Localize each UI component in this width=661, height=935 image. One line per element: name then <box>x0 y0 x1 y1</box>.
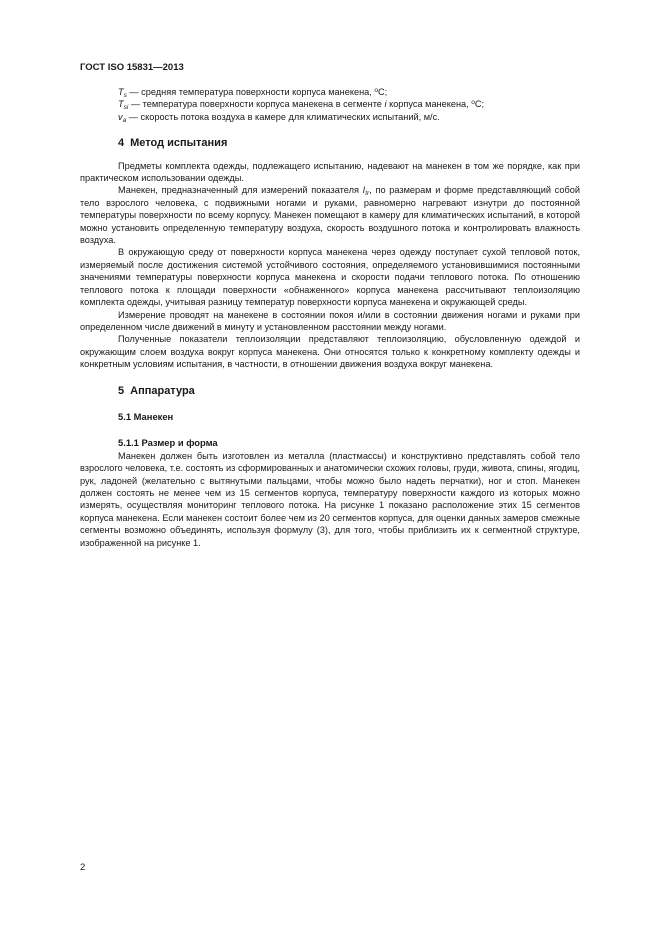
definition-tsi <box>80 98 580 110</box>
section-number: 5 <box>118 384 125 397</box>
symbol: v <box>118 111 123 122</box>
paragraph: Измерение проводят на манекене в состоянии покоя и/или в состоянии движения ногами и руками при определенном числе движений в минуту и установленном расстоянии между ногами. <box>80 309 580 332</box>
definition-text-continued: корпуса манекена, <box>386 99 472 110</box>
unit: С; <box>474 99 485 110</box>
symbol: T <box>118 87 124 97</box>
subsection-5-1-heading: 5.1 Манекен <box>118 410 174 422</box>
paragraph: Полученные показатели теплоизоляции представляют теплоизоляцию, обусловленную одеждой и окружающим слоем воздуха вокруг корпуса манекена. Они относятся только к конкретному комплекту одежды и конкретным условиям испытания, в частности, в отношении движения воздуха вокруг манекена. <box>80 334 580 370</box>
section-title: Аппаратура <box>130 384 195 397</box>
page-number: 2 <box>80 862 86 873</box>
degree-sign: o <box>471 99 475 107</box>
definition-text: — скорость потока воздуха в камере для климатических испытаний, м/с. <box>126 111 440 122</box>
symbol-subscript: tr <box>365 190 370 198</box>
italic-index: i <box>384 99 387 110</box>
paragraph-text: Манекен, предназначенный для измерений показателя <box>118 185 363 196</box>
paragraph-text: , по размерам и форме представляющий собой тело взрослого человека, с подвижными ногами и руками, равномерно нагревают изнутри до постоянной температуры поверхности по всему корпусу. Манекен помещают в камеру для климатических испытаний, в которой можно установить определенную температуру воздуха, скорость воздушного потока и контролировать влажность воздуха. <box>80 185 580 246</box>
unit: С; <box>377 87 388 97</box>
subsection-5-1-1-heading: 5.1.1 Размер и форма <box>118 437 218 449</box>
section-5-heading <box>80 385 580 397</box>
definition-text: — температура поверхности корпуса манекена в сегменте <box>128 99 385 110</box>
paragraph: В окружающую среду от поверхности корпуса манекена через одежду поступает сухой тепловой поток, измеряемый после достижения системой устойчивого состояния, определяемого установившимися постоянными значениями температуры поверхности корпуса манекена и скорости подачи теплового потока. По отношению теплового потока к площади поверхности «обнаженного» корпуса манекена рассчитывают теплоизоляцию комплекта одежды, учитывая разницу температур поверхности корпуса манекена и окружающей среды. <box>80 247 580 308</box>
paragraph <box>80 184 580 246</box>
paragraph: Манекен должен быть изготовлен из металла (пластмассы) и конструктивно представлять собой тело взрослого человека, т.е. состоять из сформированных и анатомически схожих головы, груди, живота, спины, ягодиц, рук, ладоней (желательно с вытянутыми пальцами, чтобы можно было надеть перчатки), ног и стоп. Манекен должен состоять не менее чем из 15 сегментов корпуса, температуру поверхности каждого из которых можно измерять, осуществляя мониторинг теплового потока. На рисунке 1 показано расположение этих 15 сегментов корпуса манекена. Если манекен состоит более чем из 20 сегментов корпуса, для оценки данных замеров смежные сегменты возможно объединять, используя формулу (3), для того, чтобы приблизить их к сегментной структуре, изображенной на рисунке 1. <box>80 450 580 548</box>
definition-va <box>80 111 580 123</box>
paragraph: Предметы комплекта одежды, подлежащего испытанию, надевают на манекен в том же порядке, как при практическом использовании одежды. <box>80 160 580 184</box>
symbol: I <box>362 185 366 196</box>
symbol-subscript: s <box>123 92 127 99</box>
degree-sign: o <box>374 87 378 94</box>
section-4-heading <box>80 137 580 149</box>
section-number: 4 <box>118 137 125 150</box>
section-title: Метод испытания <box>130 137 228 150</box>
symbol-subscript: si <box>123 104 129 112</box>
symbol: T <box>118 99 124 110</box>
document-body <box>80 86 580 549</box>
symbol-subscript: a <box>122 116 127 124</box>
definition-text: — средняя температура поверхности корпуса манекена, <box>126 87 375 97</box>
definition-ts <box>80 86 580 98</box>
document-header: ГОСТ ISO 15831—2013 <box>80 62 184 73</box>
